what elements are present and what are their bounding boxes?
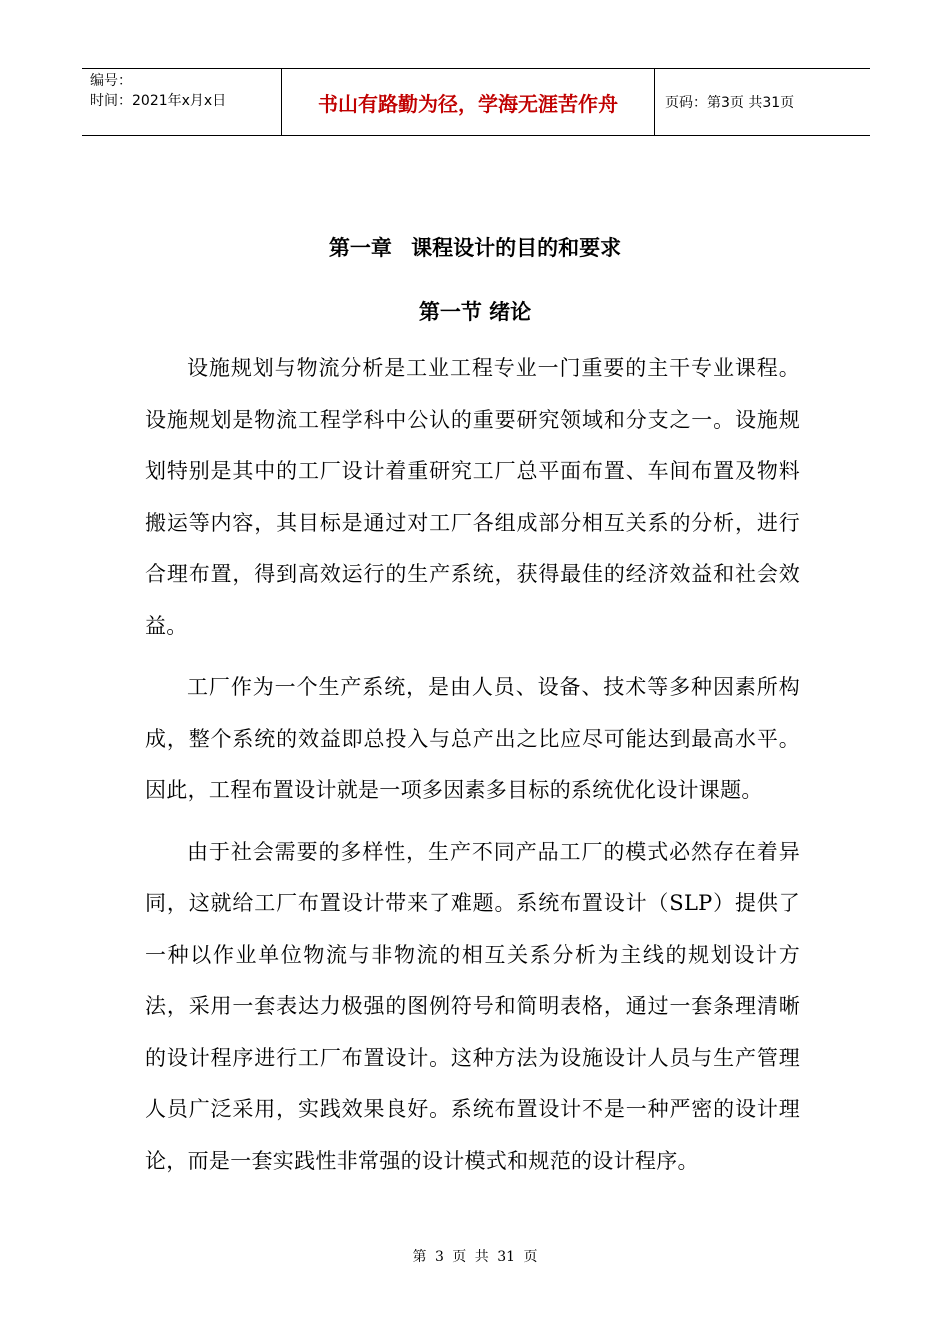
paragraph: 工厂作为一个生产系统，是由人员、设备、技术等多种因素所构成，整个系统的效益即总投入与总产出之比应尽可能达到最高水平。因此，工程布置设计就是一项多因素多目标的系统优化设计课题。 — [145, 675, 800, 802]
header-motto: 书山有路勤为径，学海无涯苦作舟 — [282, 69, 655, 135]
paragraph: 设施规划与物流分析是工业工程专业一门重要的主干专业课程。设施规划是物流工程学科中公认的重要研究领域和分支之一。设施规划特别是其中的工厂设计着重研究工厂总平面布置、车间布置及物料搬运等内容，其目标是通过对工厂各组成部分相互关系的分析，进行合理布置，得到高效运行的生产系统，获得最佳的经济效益和社会效益。 — [145, 356, 800, 638]
page-footer: 第 3 页 共 31 页 — [412, 1249, 538, 1265]
time-label: 时间：2021年x月x日 — [90, 93, 227, 109]
header-left-cell — [82, 69, 282, 135]
paragraph: 由于社会需要的多样性，生产不同产品工厂的模式必然存在着异同，这就给工厂布置设计带来了难题。系统布置设计（SLP）提供了一种以作业单位物流与非物流的相互关系分析为主线的规划设计方法，采用一套表达力极强的图例符号和简明表格，通过一套条理清晰的设计程序进行工厂布置设计。这种方法为设施设计人员与生产管理人员广泛采用，实践效果良好。系统布置设计不是一种严密的设计理论，而是一套实践性非常强的设计模式和规范的设计程序。 — [145, 839, 800, 1173]
body-text — [145, 343, 800, 1197]
chapter-title: 第一章 课程设计的目的和要求 — [328, 236, 622, 260]
section-title: 第一节 绪论 — [418, 300, 532, 324]
header-page-code: 页码：第3页 共31页 — [665, 95, 795, 111]
number-label: 编号： — [90, 73, 132, 89]
header-table — [82, 68, 870, 136]
